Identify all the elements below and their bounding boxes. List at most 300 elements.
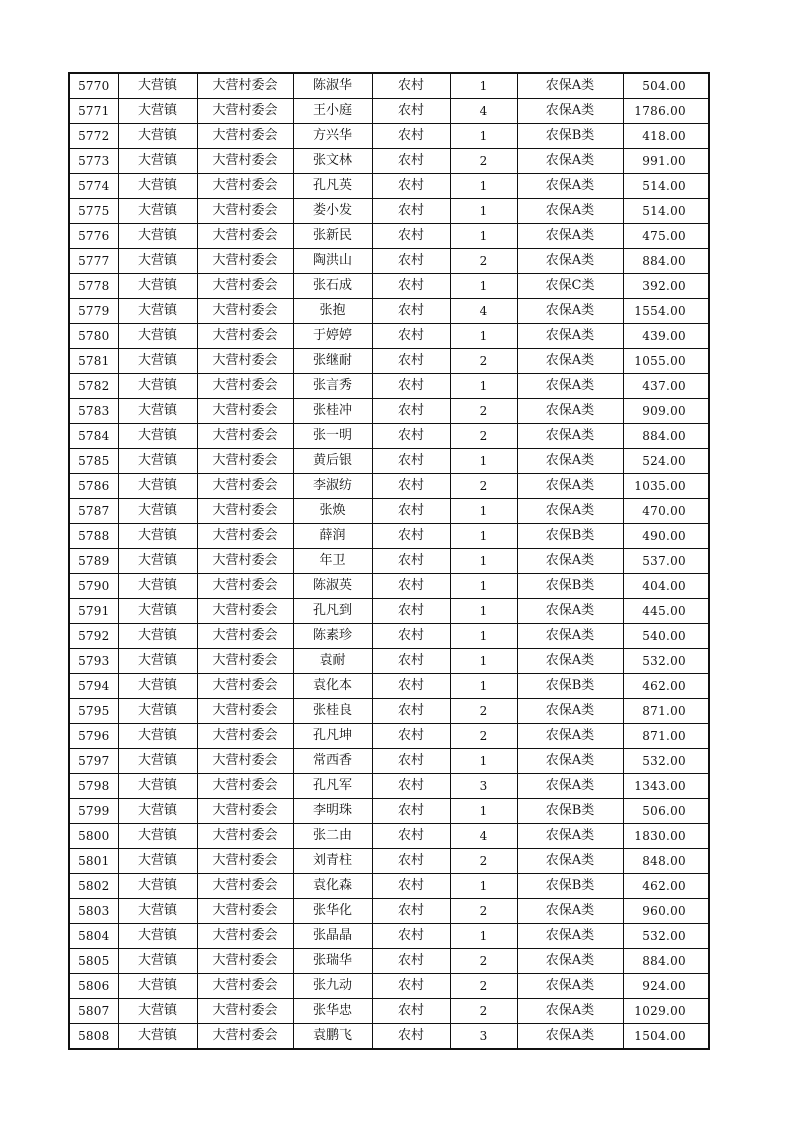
town-cell: 大营镇 <box>118 149 197 174</box>
household-size-cell: 2 <box>450 724 517 749</box>
category-cell: 农保A类 <box>517 349 623 374</box>
household-size-cell: 2 <box>450 974 517 999</box>
name-cell: 袁耐 <box>293 649 372 674</box>
household-size-cell: 1 <box>450 524 517 549</box>
category-cell: 农保B类 <box>517 874 623 899</box>
category-cell: 农保A类 <box>517 424 623 449</box>
table-row <box>69 174 709 199</box>
table-row <box>69 73 709 99</box>
table-row <box>69 749 709 774</box>
town-cell: 大营镇 <box>118 73 197 99</box>
serial-cell: 5782 <box>69 374 118 399</box>
village-committee-cell: 大营村委会 <box>197 699 293 724</box>
serial-cell: 5800 <box>69 824 118 849</box>
household-size-cell: 1 <box>450 174 517 199</box>
village-committee-cell: 大营村委会 <box>197 949 293 974</box>
village-committee-cell: 大营村委会 <box>197 224 293 249</box>
serial-cell: 5774 <box>69 174 118 199</box>
amount-cell: 445.00 <box>623 599 709 624</box>
amount-cell: 532.00 <box>623 749 709 774</box>
town-cell: 大营镇 <box>118 624 197 649</box>
category-cell: 农保A类 <box>517 324 623 349</box>
table-row <box>69 899 709 924</box>
village-committee-cell: 大营村委会 <box>197 924 293 949</box>
serial-cell: 5790 <box>69 574 118 599</box>
area-type-cell: 农村 <box>372 649 450 674</box>
area-type-cell: 农村 <box>372 124 450 149</box>
serial-cell: 5770 <box>69 73 118 99</box>
name-cell: 李明珠 <box>293 799 372 824</box>
name-cell: 张继耐 <box>293 349 372 374</box>
table-row <box>69 99 709 124</box>
table-row <box>69 224 709 249</box>
amount-cell: 1830.00 <box>623 824 709 849</box>
town-cell: 大营镇 <box>118 724 197 749</box>
area-type-cell: 农村 <box>372 149 450 174</box>
name-cell: 黄后银 <box>293 449 372 474</box>
name-cell: 方兴华 <box>293 124 372 149</box>
town-cell: 大营镇 <box>118 449 197 474</box>
village-committee-cell: 大营村委会 <box>197 774 293 799</box>
records-table <box>68 72 710 1050</box>
amount-cell: 884.00 <box>623 249 709 274</box>
table-row <box>69 199 709 224</box>
table-row <box>69 874 709 899</box>
table-body <box>69 73 709 1049</box>
village-committee-cell: 大营村委会 <box>197 799 293 824</box>
amount-cell: 991.00 <box>623 149 709 174</box>
amount-cell: 1035.00 <box>623 474 709 499</box>
town-cell: 大营镇 <box>118 249 197 274</box>
table-row <box>69 824 709 849</box>
amount-cell: 470.00 <box>623 499 709 524</box>
amount-cell: 506.00 <box>623 799 709 824</box>
area-type-cell: 农村 <box>372 99 450 124</box>
area-type-cell: 农村 <box>372 574 450 599</box>
area-type-cell: 农村 <box>372 499 450 524</box>
category-cell: 农保A类 <box>517 599 623 624</box>
serial-cell: 5773 <box>69 149 118 174</box>
name-cell: 张华忠 <box>293 999 372 1024</box>
category-cell: 农保A类 <box>517 499 623 524</box>
area-type-cell: 农村 <box>372 624 450 649</box>
amount-cell: 524.00 <box>623 449 709 474</box>
village-committee-cell: 大营村委会 <box>197 899 293 924</box>
town-cell: 大营镇 <box>118 499 197 524</box>
amount-cell: 537.00 <box>623 549 709 574</box>
category-cell: 农保A类 <box>517 149 623 174</box>
name-cell: 年卫 <box>293 549 372 574</box>
table-row <box>69 974 709 999</box>
town-cell: 大营镇 <box>118 574 197 599</box>
amount-cell: 871.00 <box>623 699 709 724</box>
village-committee-cell: 大营村委会 <box>197 599 293 624</box>
serial-cell: 5799 <box>69 799 118 824</box>
village-committee-cell: 大营村委会 <box>197 724 293 749</box>
serial-cell: 5793 <box>69 649 118 674</box>
area-type-cell: 农村 <box>372 324 450 349</box>
name-cell: 王小庭 <box>293 99 372 124</box>
area-type-cell: 农村 <box>372 999 450 1024</box>
village-committee-cell: 大营村委会 <box>197 199 293 224</box>
area-type-cell: 农村 <box>372 299 450 324</box>
name-cell: 于婷婷 <box>293 324 372 349</box>
household-size-cell: 1 <box>450 499 517 524</box>
serial-cell: 5772 <box>69 124 118 149</box>
amount-cell: 475.00 <box>623 224 709 249</box>
name-cell: 张石成 <box>293 274 372 299</box>
table-row <box>69 149 709 174</box>
town-cell: 大营镇 <box>118 949 197 974</box>
village-committee-cell: 大营村委会 <box>197 274 293 299</box>
name-cell: 张二由 <box>293 824 372 849</box>
area-type-cell: 农村 <box>372 749 450 774</box>
household-size-cell: 1 <box>450 124 517 149</box>
category-cell: 农保B类 <box>517 574 623 599</box>
town-cell: 大营镇 <box>118 274 197 299</box>
category-cell: 农保A类 <box>517 299 623 324</box>
category-cell: 农保A类 <box>517 1024 623 1050</box>
household-size-cell: 1 <box>450 649 517 674</box>
table-row <box>69 1024 709 1050</box>
town-cell: 大营镇 <box>118 199 197 224</box>
area-type-cell: 农村 <box>372 224 450 249</box>
household-size-cell: 2 <box>450 424 517 449</box>
household-size-cell: 1 <box>450 624 517 649</box>
category-cell: 农保A类 <box>517 999 623 1024</box>
name-cell: 刘青柱 <box>293 849 372 874</box>
serial-cell: 5796 <box>69 724 118 749</box>
village-committee-cell: 大营村委会 <box>197 374 293 399</box>
serial-cell: 5808 <box>69 1024 118 1050</box>
table-row <box>69 249 709 274</box>
town-cell: 大营镇 <box>118 649 197 674</box>
name-cell: 陈素珍 <box>293 624 372 649</box>
table-row <box>69 949 709 974</box>
table-row <box>69 774 709 799</box>
category-cell: 农保A类 <box>517 449 623 474</box>
category-cell: 农保A类 <box>517 224 623 249</box>
household-size-cell: 3 <box>450 774 517 799</box>
area-type-cell: 农村 <box>372 73 450 99</box>
name-cell: 张桂良 <box>293 699 372 724</box>
category-cell: 农保B类 <box>517 674 623 699</box>
town-cell: 大营镇 <box>118 399 197 424</box>
category-cell: 农保B类 <box>517 524 623 549</box>
name-cell: 张九动 <box>293 974 372 999</box>
area-type-cell: 农村 <box>372 274 450 299</box>
household-size-cell: 1 <box>450 674 517 699</box>
serial-cell: 5803 <box>69 899 118 924</box>
serial-cell: 5798 <box>69 774 118 799</box>
household-size-cell: 1 <box>450 449 517 474</box>
area-type-cell: 农村 <box>372 549 450 574</box>
table-row <box>69 524 709 549</box>
village-committee-cell: 大营村委会 <box>197 874 293 899</box>
village-committee-cell: 大营村委会 <box>197 399 293 424</box>
serial-cell: 5792 <box>69 624 118 649</box>
name-cell: 张焕 <box>293 499 372 524</box>
area-type-cell: 农村 <box>372 374 450 399</box>
serial-cell: 5795 <box>69 699 118 724</box>
area-type-cell: 农村 <box>372 774 450 799</box>
name-cell: 孔凡到 <box>293 599 372 624</box>
category-cell: 农保B类 <box>517 799 623 824</box>
household-size-cell: 2 <box>450 249 517 274</box>
village-committee-cell: 大营村委会 <box>197 349 293 374</box>
table-row <box>69 274 709 299</box>
category-cell: 农保A类 <box>517 749 623 774</box>
serial-cell: 5771 <box>69 99 118 124</box>
household-size-cell: 1 <box>450 799 517 824</box>
village-committee-cell: 大营村委会 <box>197 674 293 699</box>
area-type-cell: 农村 <box>372 974 450 999</box>
amount-cell: 514.00 <box>623 199 709 224</box>
name-cell: 袁化森 <box>293 874 372 899</box>
town-cell: 大营镇 <box>118 474 197 499</box>
category-cell: 农保A类 <box>517 974 623 999</box>
category-cell: 农保A类 <box>517 924 623 949</box>
name-cell: 张华化 <box>293 899 372 924</box>
amount-cell: 1343.00 <box>623 774 709 799</box>
village-committee-cell: 大营村委会 <box>197 524 293 549</box>
area-type-cell: 农村 <box>372 399 450 424</box>
area-type-cell: 农村 <box>372 899 450 924</box>
amount-cell: 1029.00 <box>623 999 709 1024</box>
town-cell: 大营镇 <box>118 974 197 999</box>
area-type-cell: 农村 <box>372 349 450 374</box>
table-row <box>69 599 709 624</box>
category-cell: 农保A类 <box>517 649 623 674</box>
table-row <box>69 549 709 574</box>
village-committee-cell: 大营村委会 <box>197 249 293 274</box>
household-size-cell: 1 <box>450 374 517 399</box>
town-cell: 大营镇 <box>118 749 197 774</box>
serial-cell: 5791 <box>69 599 118 624</box>
town-cell: 大营镇 <box>118 899 197 924</box>
village-committee-cell: 大营村委会 <box>197 73 293 99</box>
category-cell: 农保A类 <box>517 849 623 874</box>
category-cell: 农保A类 <box>517 774 623 799</box>
serial-cell: 5780 <box>69 324 118 349</box>
serial-cell: 5778 <box>69 274 118 299</box>
amount-cell: 1504.00 <box>623 1024 709 1050</box>
amount-cell: 1786.00 <box>623 99 709 124</box>
village-committee-cell: 大营村委会 <box>197 1024 293 1050</box>
amount-cell: 884.00 <box>623 424 709 449</box>
household-size-cell: 3 <box>450 1024 517 1050</box>
serial-cell: 5806 <box>69 974 118 999</box>
area-type-cell: 农村 <box>372 674 450 699</box>
area-type-cell: 农村 <box>372 724 450 749</box>
household-size-cell: 2 <box>450 349 517 374</box>
category-cell: 农保A类 <box>517 949 623 974</box>
table-row <box>69 649 709 674</box>
serial-cell: 5804 <box>69 924 118 949</box>
serial-cell: 5776 <box>69 224 118 249</box>
serial-cell: 5788 <box>69 524 118 549</box>
area-type-cell: 农村 <box>372 949 450 974</box>
name-cell: 陶洪山 <box>293 249 372 274</box>
village-committee-cell: 大营村委会 <box>197 124 293 149</box>
serial-cell: 5784 <box>69 424 118 449</box>
serial-cell: 5787 <box>69 499 118 524</box>
amount-cell: 960.00 <box>623 899 709 924</box>
household-size-cell: 1 <box>450 574 517 599</box>
table-row <box>69 474 709 499</box>
category-cell: 农保A类 <box>517 549 623 574</box>
town-cell: 大营镇 <box>118 374 197 399</box>
table-row <box>69 324 709 349</box>
town-cell: 大营镇 <box>118 174 197 199</box>
household-size-cell: 4 <box>450 824 517 849</box>
amount-cell: 871.00 <box>623 724 709 749</box>
household-size-cell: 4 <box>450 99 517 124</box>
table-row <box>69 574 709 599</box>
category-cell: 农保A类 <box>517 249 623 274</box>
name-cell: 孔凡英 <box>293 174 372 199</box>
table-row <box>69 799 709 824</box>
amount-cell: 848.00 <box>623 849 709 874</box>
amount-cell: 462.00 <box>623 874 709 899</box>
table-row <box>69 724 709 749</box>
village-committee-cell: 大营村委会 <box>197 474 293 499</box>
amount-cell: 514.00 <box>623 174 709 199</box>
category-cell: 农保A类 <box>517 399 623 424</box>
area-type-cell: 农村 <box>372 599 450 624</box>
amount-cell: 418.00 <box>623 124 709 149</box>
name-cell: 张桂冲 <box>293 399 372 424</box>
area-type-cell: 农村 <box>372 924 450 949</box>
serial-cell: 5797 <box>69 749 118 774</box>
name-cell: 袁鹏飞 <box>293 1024 372 1050</box>
village-committee-cell: 大营村委会 <box>197 99 293 124</box>
household-size-cell: 4 <box>450 299 517 324</box>
area-type-cell: 农村 <box>372 524 450 549</box>
table-row <box>69 674 709 699</box>
serial-cell: 5779 <box>69 299 118 324</box>
household-size-cell: 1 <box>450 224 517 249</box>
category-cell: 农保A类 <box>517 724 623 749</box>
amount-cell: 884.00 <box>623 949 709 974</box>
amount-cell: 504.00 <box>623 73 709 99</box>
name-cell: 陈淑华 <box>293 73 372 99</box>
amount-cell: 1055.00 <box>623 349 709 374</box>
household-size-cell: 2 <box>450 999 517 1024</box>
table-row <box>69 924 709 949</box>
household-size-cell: 2 <box>450 849 517 874</box>
town-cell: 大营镇 <box>118 1024 197 1050</box>
category-cell: 农保A类 <box>517 99 623 124</box>
amount-cell: 439.00 <box>623 324 709 349</box>
serial-cell: 5786 <box>69 474 118 499</box>
village-committee-cell: 大营村委会 <box>197 424 293 449</box>
town-cell: 大营镇 <box>118 224 197 249</box>
household-size-cell: 1 <box>450 924 517 949</box>
name-cell: 陈淑英 <box>293 574 372 599</box>
area-type-cell: 农村 <box>372 174 450 199</box>
name-cell: 常西香 <box>293 749 372 774</box>
table-row <box>69 299 709 324</box>
table-row <box>69 699 709 724</box>
town-cell: 大营镇 <box>118 799 197 824</box>
household-size-cell: 2 <box>450 699 517 724</box>
area-type-cell: 农村 <box>372 824 450 849</box>
amount-cell: 532.00 <box>623 649 709 674</box>
name-cell: 张言秀 <box>293 374 372 399</box>
town-cell: 大营镇 <box>118 849 197 874</box>
amount-cell: 392.00 <box>623 274 709 299</box>
name-cell: 薛润 <box>293 524 372 549</box>
amount-cell: 437.00 <box>623 374 709 399</box>
town-cell: 大营镇 <box>118 824 197 849</box>
amount-cell: 909.00 <box>623 399 709 424</box>
amount-cell: 1554.00 <box>623 299 709 324</box>
serial-cell: 5805 <box>69 949 118 974</box>
amount-cell: 490.00 <box>623 524 709 549</box>
category-cell: 农保A类 <box>517 624 623 649</box>
serial-cell: 5807 <box>69 999 118 1024</box>
name-cell: 袁化本 <box>293 674 372 699</box>
category-cell: 农保A类 <box>517 73 623 99</box>
village-committee-cell: 大营村委会 <box>197 824 293 849</box>
village-committee-cell: 大营村委会 <box>197 174 293 199</box>
town-cell: 大营镇 <box>118 299 197 324</box>
household-size-cell: 1 <box>450 73 517 99</box>
name-cell: 张抱 <box>293 299 372 324</box>
household-size-cell: 2 <box>450 474 517 499</box>
name-cell: 张新民 <box>293 224 372 249</box>
town-cell: 大营镇 <box>118 124 197 149</box>
name-cell: 张晶晶 <box>293 924 372 949</box>
serial-cell: 5781 <box>69 349 118 374</box>
category-cell: 农保A类 <box>517 174 623 199</box>
category-cell: 农保C类 <box>517 274 623 299</box>
table-row <box>69 849 709 874</box>
amount-cell: 462.00 <box>623 674 709 699</box>
name-cell: 张一明 <box>293 424 372 449</box>
category-cell: 农保A类 <box>517 699 623 724</box>
town-cell: 大营镇 <box>118 349 197 374</box>
serial-cell: 5783 <box>69 399 118 424</box>
category-cell: 农保A类 <box>517 374 623 399</box>
serial-cell: 5789 <box>69 549 118 574</box>
village-committee-cell: 大营村委会 <box>197 624 293 649</box>
serial-cell: 5775 <box>69 199 118 224</box>
category-cell: 农保A类 <box>517 899 623 924</box>
household-size-cell: 1 <box>450 324 517 349</box>
serial-cell: 5801 <box>69 849 118 874</box>
village-committee-cell: 大营村委会 <box>197 649 293 674</box>
name-cell: 张文林 <box>293 149 372 174</box>
area-type-cell: 农村 <box>372 799 450 824</box>
household-size-cell: 1 <box>450 549 517 574</box>
town-cell: 大营镇 <box>118 424 197 449</box>
amount-cell: 924.00 <box>623 974 709 999</box>
table-row <box>69 124 709 149</box>
town-cell: 大营镇 <box>118 599 197 624</box>
amount-cell: 532.00 <box>623 924 709 949</box>
village-committee-cell: 大营村委会 <box>197 324 293 349</box>
area-type-cell: 农村 <box>372 474 450 499</box>
village-committee-cell: 大营村委会 <box>197 974 293 999</box>
town-cell: 大营镇 <box>118 774 197 799</box>
village-committee-cell: 大营村委会 <box>197 499 293 524</box>
household-size-cell: 2 <box>450 399 517 424</box>
table-row <box>69 999 709 1024</box>
household-size-cell: 1 <box>450 874 517 899</box>
village-committee-cell: 大营村委会 <box>197 149 293 174</box>
